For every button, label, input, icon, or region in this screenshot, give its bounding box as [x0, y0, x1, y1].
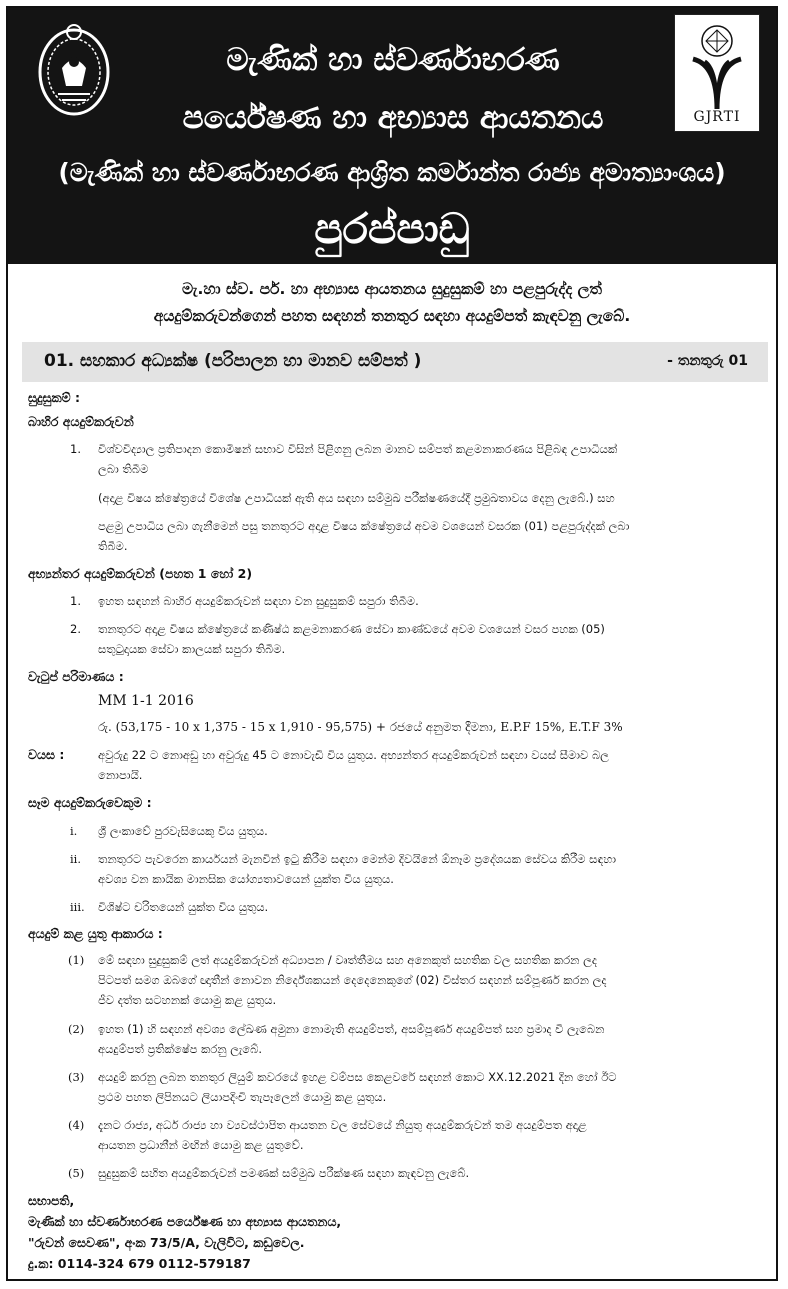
general-item-line: තනතුරට පැවරෙන කාර්යයන් මැනවින් ඉටු කිරීම සඳහා මෙන්ම දිවයිනේ ඕනෑම ප්‍රදේශයක සේවය කිරීම සඳහා [98, 852, 617, 866]
apply-item-number: (1) [68, 953, 85, 967]
age-text-line1: අවුරුදු 22 ට නොඅඩු හා අවුරුදු 45 ට නොවැඩි විය යුතුය. අභ්‍යන්තර අයදුම්කරුවන් සඳහා වයස් සීමාව බල [98, 748, 609, 762]
external-item-number: 1. [70, 442, 81, 456]
header-title-line2: පර්යේෂණ හා අභ්‍යාස ආයතනය [182, 100, 604, 136]
apply-item-line: මේ සඳහා සුදුසුකම් ලත් අයදුම්කරුවන් අධ්‍යාපන / වෘත්තීමය සහ අනෙකුත් සහතික වල සහතික කරන ලද [98, 953, 598, 967]
internal-applicants-heading: අභ්‍යන්තර අයදුම්කරුවන් (පහත 1 හෝ 2) [28, 566, 253, 581]
apply-item-line: සුදුසුකම් සහිත අයදුම්කරුවන් පමණක් සම්මුඛ පරීක්ෂණ සඳහා කැඳවනු ලැබේ. [98, 1166, 470, 1180]
apply-item-line: පිටපත් සමග ඔබගේ ඥාතීන් නොවන නිර්දේශකයන් දෙදෙනෙකුගේ (02) විස්තර සඳහන් සම්පූර්ණ කරන ලද [98, 973, 607, 987]
national-emblem-icon [34, 22, 114, 118]
internal-item-line: ඉහත සඳහන් බාහිර අයදුම්කරුවන් සඳහා වන සුදුසුකම් සපුරා තිබීම. [98, 594, 419, 608]
salary-detail: රු. (53,175 - 10 x 1,375 - 15 x 1,910 - 95,575) + රජයේ අනුමත දීමනා, E.P.F 15%, E.T.F 3% [98, 720, 623, 734]
external-item-line: (අදාළ විෂය ක්ෂේත්‍රයේ විශේෂ උපාධියක් ඇති අය සඳහා සම්මුඛ පරීක්ෂණයේදී ප්‍රමුඛතාවය දෙනු ලැබේ.) සහ [98, 491, 615, 505]
internal-item-line: සතුටුදායක සේවා කාලයක් සපුරා තිබීම. [98, 642, 286, 656]
qualifications-heading: සුදුසුකම් : [28, 390, 81, 405]
footer-address: "රුවන් සෙවණ", අංක 73/5/A, වැලිවිට, කඩුවෙල. [28, 1235, 305, 1250]
apply-item-line: ජීව දත්ත සටහනක් යොමු කළ යුතුය. [98, 993, 277, 1007]
intro-text [8, 276, 776, 330]
position-bar [22, 342, 768, 382]
general-item-line: විශිෂ්ට චරිතයෙන් යුක්ත විය යුතුය. [98, 900, 269, 914]
internal-item-number: 2. [70, 622, 81, 636]
salary-heading: වැටුප් පරිමාණය : [28, 669, 124, 684]
apply-item-number: (2) [68, 1022, 85, 1036]
general-item-number: ii. [70, 852, 82, 866]
gjrti-logo [674, 14, 760, 132]
internal-item-number: 1. [70, 594, 81, 608]
position-title: 01. සහකාර අධ්‍යක්ෂ (පරිපාලන හා මානව සම්පත් ) [44, 351, 422, 371]
external-applicants-heading: බාහිර අයදුම්කරුවන් [28, 414, 134, 429]
age-text-line2: නොපායි. [98, 768, 143, 782]
salary-scale: MM 1-1 2016 [98, 693, 194, 709]
general-item-line: ශ්‍රී ලංකාවේ පුරවැසියෙකු විය යුතුය. [98, 824, 268, 838]
external-item-line: විශ්වවිද්‍යාල ප්‍රතිපාදන කොමිෂන් සභාව විසින් පිළිගනු ලබන මානව සම්පත් කළමනාකරණය පිළිබඳ උපාධියක් [98, 442, 618, 456]
header-banner [8, 8, 776, 264]
external-item-line: පළමු උපාධිය ලබා ගැනීමෙන් පසු තනතුරට අදාළ විෂය ක්ෂේත්‍රයේ අවම වශයෙන් වසරක (01) පළපුරුද්දක් ලබා [98, 519, 630, 533]
footer-institute: මැණික් හා ස්වර්ණාභරණ පර්යේෂණ හා අභ්‍යාස ආයතනය, [28, 1214, 342, 1229]
vacancies-heading: පුරප්පාඩු [314, 204, 470, 253]
apply-item-number: (4) [68, 1118, 85, 1132]
general-requirements-heading: සෑම අයදුම්කරුවෙකුම : [28, 795, 152, 810]
position-count: - තනතුරු 01 [667, 353, 748, 369]
apply-item-line: දැනට රාජ්‍ය, අර්ධ රාජ්‍ය හා ව්‍යවස්ථාපිත ආයතන වල සේවයේ නියුතු අයදුම්කරුවන් තම අයදුම්පත අදාළ [98, 1118, 587, 1132]
apply-item-line: අයදුම්පත් ප්‍රතික්ෂේප කරනු ලැබේ. [98, 1042, 262, 1056]
general-item-number: i. [70, 824, 78, 838]
internal-item-line: තනතුරට අදාළ විෂය ක්ෂේත්‍රයේ කණිෂ්ඨ කළමනාකරණ සේවා කාණ්ඩයේ අවම වශයෙන් වසර පහක (05) [98, 622, 605, 636]
intro-line-2: අයදුම්කරුවන්ගෙන් පහත සඳහන් තනතුර සඳහා අයදුම්පත් කැඳවනු ලැබේ. [153, 307, 631, 325]
footer-chairman: සභාපති, [28, 1193, 75, 1208]
apply-item-line: ඉහත (1) හි සඳහන් අවශ්‍ය ලේඛණ අමුනා නොමැති අයදුම්පත්, අසම්පූර්ණ අයදුම්පත් සහ ප්‍රමාද වී ලැබෙන [98, 1022, 605, 1036]
how-to-apply-heading: අයදුම් කළ යුතු ආකාරය : [28, 926, 163, 941]
header-title-line1: මැණික් හා ස්වර්ණාභරණ [226, 42, 560, 78]
notice-frame [6, 6, 778, 1281]
general-item-number: iii. [70, 900, 85, 914]
apply-item-line: අයදුම් කරනු ලබන තනතුර ලියුම් කවරයේ ඉහළ වම්පස කෙළවරේ සඳහන් කොට XX.12.2021 දින හෝ ඊට [98, 1070, 617, 1084]
footer-phone: දු.ක: 0114-324 679 0112-579187 [28, 1256, 251, 1271]
age-label: වයස : [28, 747, 65, 762]
apply-item-number: (5) [68, 1166, 85, 1180]
external-item-line: තිබීම. [98, 539, 128, 553]
intro-line-1: මැ.හා ස්ව. පර්. හා අභ්‍යාස ආයතනය සුදුසුකම් හා පළපුරුද්ද ලත් [181, 280, 603, 298]
apply-item-number: (3) [68, 1070, 85, 1084]
gem-logo-icon [675, 19, 759, 111]
ministry-line: (මැණික් හා ස්වර්ණාභරණ ආශ්‍රිත කර්මාන්ත රාජ්‍ය අමාත්‍යාංශය) [58, 158, 726, 187]
external-item-line: ලබා තිබීම [98, 462, 149, 476]
apply-item-line: ආයතන ප්‍රධානීන් මඟින් යොමු කළ යුතුවේ. [98, 1138, 304, 1152]
logo-text: GJRTI [693, 109, 741, 125]
general-item-line: අවශ්‍ය වන කායික මානසික යෝග්‍යතාවයෙන් යුක්ත විය යුතුය. [98, 872, 394, 886]
apply-item-line: ප්‍රථම පහත ලිපිනයට ලියාපදිංචි තැපෑලෙන් යොමු කළ යුතුය. [98, 1090, 387, 1104]
